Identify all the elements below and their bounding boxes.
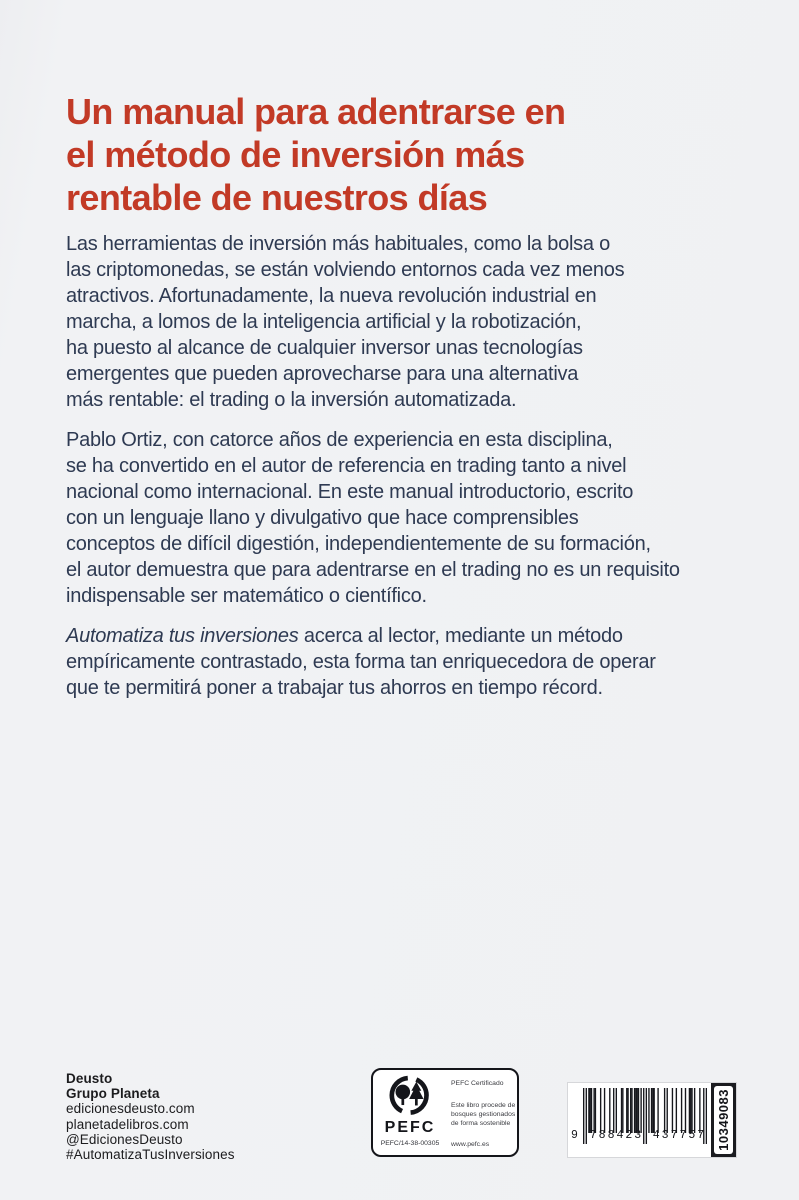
barcode-side-label — [714, 1086, 733, 1154]
body-text-line: empíricamente contrastado, esta forma tan enriquecedora de operar — [66, 651, 656, 673]
paragraph-1 — [66, 231, 746, 413]
body-text-line: con un lenguaje llano y divulgativo que hace comprensibles — [66, 507, 579, 529]
body-text-line: Pablo Ortiz, con catorce años de experiencia en esta disciplina, — [66, 429, 613, 451]
body-text-line: más rentable: el trading o la inversión automatizada. — [66, 389, 517, 411]
pefc-website: www.pefc.es — [451, 1141, 490, 1148]
ean-digit-group-right: 437757 — [652, 1129, 707, 1142]
paragraph-3 — [66, 623, 746, 701]
publisher-block — [66, 1071, 235, 1162]
pefc-logo-column — [378, 1075, 442, 1147]
publisher-hashtag: #AutomatizaTusInversiones — [66, 1147, 235, 1163]
body-text-line: ha puesto al alcance de cualquier inversor unas tecnologías — [66, 337, 583, 359]
pefc-wordmark: PEFC — [384, 1119, 436, 1136]
ean-leading-digit: 9 — [571, 1129, 578, 1142]
body-text-line: se ha convertido en el autor de referencia en trading tanto a nivel — [66, 455, 627, 477]
publisher-website-planetadelibros: planetadelibros.com — [66, 1116, 189, 1132]
body-text-line: Las herramientas de inversión más habituales, como la bolsa o — [66, 233, 610, 255]
publisher-website-deusto: edicionesdeusto.com — [66, 1101, 195, 1117]
pefc-description-line: bosques gestionados — [451, 1111, 516, 1118]
ean-digit-group-left: 788423 — [589, 1129, 644, 1142]
headline-line: Un manual para adentrarse en — [66, 91, 566, 132]
pefc-license-number: PEFC/14-38-00305 — [380, 1140, 440, 1147]
body-text-fragment: acerca al lector, mediante un método — [298, 625, 623, 647]
body-text-line: marcha, a lomos de la inteligencia artificial y la robotización, — [66, 311, 582, 333]
publisher-imprint: Deusto — [66, 1071, 113, 1086]
body-text-line — [66, 623, 746, 649]
headline-line: rentable de nuestros días — [66, 177, 488, 218]
body-text-line: el autor demuestra que para adentrarse en el trading no es un requisito — [66, 559, 680, 581]
publisher-social-handle: @EdicionesDeusto — [66, 1131, 183, 1147]
book-title-italic: Automatiza tus inversiones — [66, 625, 299, 647]
publisher-group: Grupo Planeta — [66, 1086, 160, 1102]
isbn-barcode — [568, 1083, 736, 1157]
body-text-line: nacional como internacional. En este manual introductorio, escrito — [66, 481, 634, 503]
internal-reference-number: 10349083 — [716, 1089, 731, 1151]
paragraph-2 — [66, 427, 746, 609]
body-text-line: indispensable ser matemático o científico. — [66, 585, 427, 607]
pefc-description-line: Este libro procede de — [451, 1102, 516, 1109]
body-text-line: atractivos. Afortunadamente, la nueva revolución industrial en — [66, 285, 597, 307]
pefc-trees-logo-icon — [382, 1075, 438, 1119]
barcode-side-panel — [711, 1083, 736, 1157]
pefc-description-line: de forma sostenible — [451, 1120, 511, 1127]
headline-line: el método de inversión más — [66, 134, 525, 175]
pefc-text-column — [451, 1079, 516, 1149]
body-text-line: las criptomonedas, se están volviendo entornos cada vez menos — [66, 259, 625, 281]
back-cover-body-text — [66, 231, 746, 715]
body-text-line: conceptos de difícil digestión, independientemente de su formación, — [66, 533, 651, 555]
pefc-certificate-label: PEFC Certificado — [451, 1080, 504, 1087]
body-text-line: emergentes que pueden aprovecharse para una alternativa — [66, 363, 579, 385]
pefc-certification-box — [371, 1068, 519, 1157]
pefc-description — [451, 1101, 516, 1128]
back-cover-headline — [66, 90, 565, 219]
body-text-line: que te permitirá poner a trabajar tus ahorros en tiempo récord. — [66, 677, 603, 699]
